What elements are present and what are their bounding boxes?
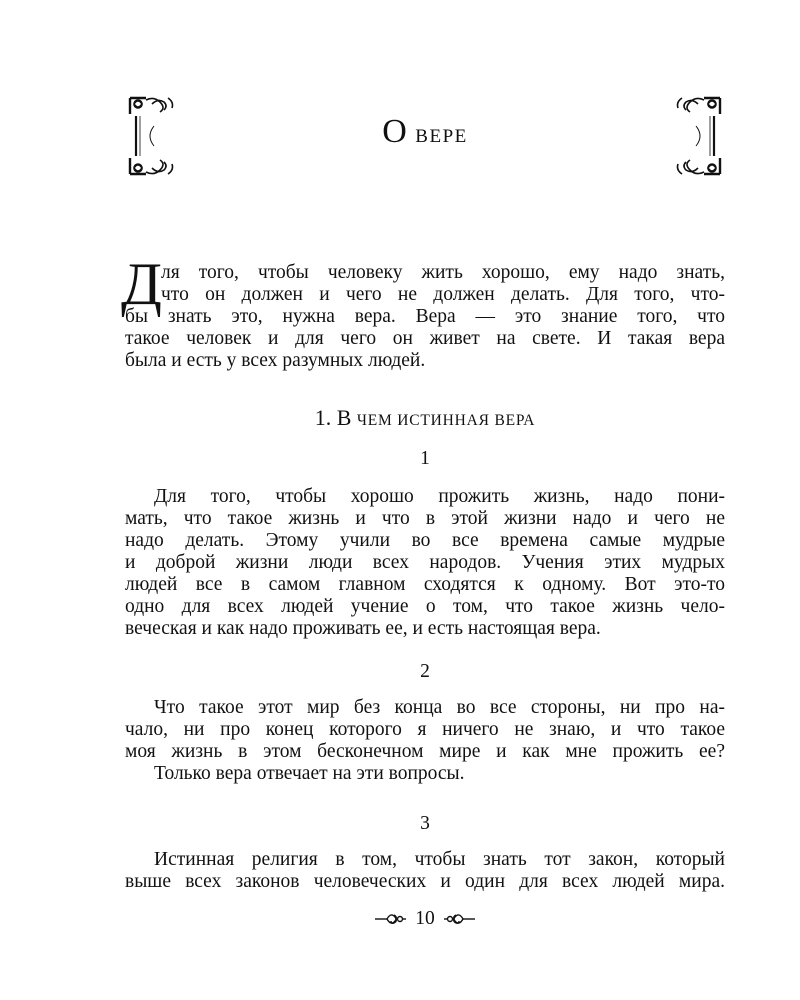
paragraph-line: веческая и как надо проживать ее, и есть настоящая вера. (125, 618, 601, 639)
chapter-title-initial: О (382, 113, 407, 150)
paragraph-line: выше всех законов человеческих и один для всех людей мира. (125, 871, 725, 892)
intro-line: такое человек и для чего он живет на свете. И такая вера (125, 328, 725, 349)
corner-ornament-right (664, 92, 726, 180)
item-number: 1 (420, 448, 430, 469)
paragraph-line: Что такое этот мир без конца во все стороны, ни про на- (154, 697, 725, 718)
item-number: 2 (420, 661, 430, 682)
paragraph-line: и доброй жизни люди всех народов. Учения этих мудрых (125, 552, 725, 573)
section-title (125, 404, 725, 435)
item-paragraph-3 (125, 849, 725, 893)
paragraph-line: Истинная религия в том, чтобы знать тот закон, который (154, 849, 725, 870)
page-footer (125, 906, 725, 932)
drop-cap: Д (121, 251, 162, 317)
paragraph-line: Для того, чтобы хорошо прожить жизнь, надо пони- (154, 486, 725, 507)
intro-line: бы знать это, нужна вера. Вера — это знание того, что (125, 306, 725, 327)
paragraph-line: людей все в самом главном сходятся к одному. Вот это-то (125, 574, 725, 595)
paragraph-line: чало, ни про конец которого я ничего не знаю, и что такое (125, 719, 725, 740)
paragraph-line: моя жизнь в этом бесконечном мире и как мне прожить ее? (125, 741, 725, 762)
section-title-rest: ЧЕМ ИСТИННАЯ ВЕРА (356, 412, 536, 429)
corner-ornament-left (124, 92, 186, 180)
intro-line: что он должен и чего не должен делать. Для того, что- (161, 284, 725, 305)
chapter-title (190, 112, 660, 157)
chapter-title-rest: ВЕРЕ (415, 126, 468, 147)
paragraph-line: Только вера отвечает на эти вопросы. (154, 763, 465, 784)
section-number: 1. (314, 405, 332, 430)
paragraph-line: одно для всех людей учение о том, что такое жизнь чело- (125, 596, 725, 617)
intro-paragraph (121, 251, 725, 372)
paragraph-line: мать, что такое жизнь и что в этой жизни надо и чего не (125, 508, 725, 529)
item-paragraph-2 (125, 697, 725, 785)
intro-line: ля того, чтобы человеку жить хорошо, ему надо знать, (161, 262, 725, 283)
item-paragraph-1 (125, 486, 725, 640)
paragraph-line: надо делать. Этому учили во все времена самые мудрые (125, 530, 725, 551)
folio-ornament-left-icon (373, 910, 407, 928)
page-number: 10 (415, 908, 435, 929)
folio-ornament-right-icon (443, 910, 477, 928)
item-number: 3 (420, 813, 430, 834)
section-title-initial: В (336, 405, 352, 430)
intro-line: была и есть у всех разумных людей. (125, 350, 426, 371)
